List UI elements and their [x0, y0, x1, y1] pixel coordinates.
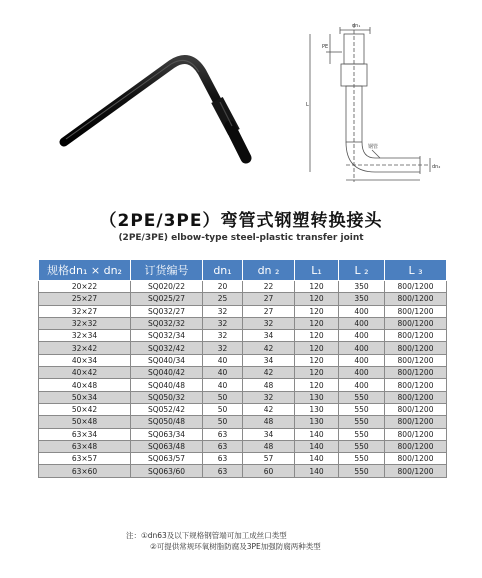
table-cell: 32×27 [39, 305, 131, 317]
header-order-no: 订货编号 [131, 260, 203, 281]
table-cell: SQ032/27 [131, 305, 203, 317]
table-row [39, 354, 447, 366]
table-cell: 800/1200 [385, 453, 447, 465]
table-cell: 42 [243, 367, 295, 379]
table-cell: 120 [295, 330, 339, 342]
table-cell: 800/1200 [385, 354, 447, 366]
table-cell: SQ040/42 [131, 367, 203, 379]
table-cell: 63 [203, 453, 243, 465]
table-cell: SQ032/34 [131, 330, 203, 342]
table-cell: 63 [203, 440, 243, 452]
table-header-row [39, 260, 447, 281]
table-cell: 32 [203, 317, 243, 329]
table-cell: 20 [203, 281, 243, 293]
table-cell: SQ063/57 [131, 453, 203, 465]
table-cell: 34 [243, 428, 295, 440]
drawing-label-pe: PE [322, 44, 329, 50]
table-cell: 60 [243, 465, 295, 477]
table-cell: 32×34 [39, 330, 131, 342]
table-cell: 48 [243, 379, 295, 391]
table-cell: SQ040/34 [131, 354, 203, 366]
table-row [39, 465, 447, 477]
table-cell: 32×42 [39, 342, 131, 354]
table-cell: 34 [243, 354, 295, 366]
header-l1: L₁ [295, 260, 339, 281]
table-cell: 50×48 [39, 416, 131, 428]
table-cell: 32 [243, 317, 295, 329]
table-cell: 550 [339, 428, 385, 440]
table-cell: 20×22 [39, 281, 131, 293]
table-cell: 63 [203, 428, 243, 440]
table-row [39, 317, 447, 329]
table-cell: 27 [243, 293, 295, 305]
table-cell: SQ063/60 [131, 465, 203, 477]
table-cell: SQ025/27 [131, 293, 203, 305]
table-row [39, 330, 447, 342]
table-cell: 63×57 [39, 453, 131, 465]
table-cell: 40 [203, 367, 243, 379]
table-row [39, 453, 447, 465]
header-dn1: dn₁ [203, 260, 243, 281]
table-cell: 800/1200 [385, 403, 447, 415]
table-cell: 400 [339, 330, 385, 342]
table-row [39, 403, 447, 415]
drawing-label-top: dn₁ [352, 23, 361, 29]
table-cell: 800/1200 [385, 367, 447, 379]
table-cell: 50×42 [39, 403, 131, 415]
table-cell: SQ040/48 [131, 379, 203, 391]
table-cell: 400 [339, 354, 385, 366]
table-cell: 550 [339, 440, 385, 452]
table-cell: 40 [203, 354, 243, 366]
table-cell: 120 [295, 317, 339, 329]
table-cell: 120 [295, 342, 339, 354]
table-row [39, 305, 447, 317]
table-cell: 42 [243, 342, 295, 354]
table-cell: 40×48 [39, 379, 131, 391]
table-cell: 120 [295, 281, 339, 293]
table-cell: SQ052/42 [131, 403, 203, 415]
table-cell: 800/1200 [385, 379, 447, 391]
drawing-label-l: L [306, 102, 309, 108]
product-photo [52, 42, 262, 172]
table-cell: 57 [243, 453, 295, 465]
table-row [39, 367, 447, 379]
table-cell: 350 [339, 281, 385, 293]
table-cell: 800/1200 [385, 428, 447, 440]
table-cell: 140 [295, 440, 339, 452]
table-cell: SQ032/42 [131, 342, 203, 354]
table-cell: 27 [243, 305, 295, 317]
spec-table [38, 259, 447, 478]
table-row [39, 440, 447, 452]
table-cell: 400 [339, 379, 385, 391]
table-cell: 800/1200 [385, 293, 447, 305]
table-cell: 120 [295, 305, 339, 317]
table-cell: 50 [203, 416, 243, 428]
table-cell: 800/1200 [385, 305, 447, 317]
table-cell: 550 [339, 453, 385, 465]
table-cell: 800/1200 [385, 317, 447, 329]
table-cell: 32 [243, 391, 295, 403]
table-cell: 400 [339, 367, 385, 379]
notes [126, 530, 321, 552]
table-cell: SQ050/48 [131, 416, 203, 428]
title-chinese: （2PE/3PE）弯管式钢塑转换接头 [99, 211, 383, 231]
table-cell: 130 [295, 391, 339, 403]
note-line-2: ②可提供常规环氧树脂防腐及3PE加强防腐两种类型 [150, 542, 321, 551]
table-cell: 50 [203, 403, 243, 415]
note-line-1: 注：①dn63及以下规格钢管端可加工成丝口类型 [126, 531, 287, 540]
table-row [39, 428, 447, 440]
table-cell: 120 [295, 354, 339, 366]
table-cell: 400 [339, 342, 385, 354]
table-cell: 120 [295, 293, 339, 305]
table-cell: 32 [203, 305, 243, 317]
table-cell: 50×34 [39, 391, 131, 403]
table-cell: 42 [243, 403, 295, 415]
header-l2: L ₂ [339, 260, 385, 281]
header-l3: L ₃ [385, 260, 447, 281]
table-cell: SQ032/32 [131, 317, 203, 329]
table-cell: SQ020/22 [131, 281, 203, 293]
title-english: (2PE/3PE) elbow-type steel-plastic transfer joint [118, 233, 364, 243]
technical-drawing [280, 22, 455, 187]
header-dn2: dn ₂ [243, 260, 295, 281]
table-cell: 40×42 [39, 367, 131, 379]
table-cell: 32 [203, 342, 243, 354]
table-cell: 550 [339, 403, 385, 415]
table-cell: 130 [295, 403, 339, 415]
table-cell: 130 [295, 416, 339, 428]
table-cell: 350 [339, 293, 385, 305]
header-spec: 规格dn₁ × dn₂ [39, 260, 131, 281]
table-cell: 48 [243, 440, 295, 452]
table-cell: 400 [339, 305, 385, 317]
table-row [39, 342, 447, 354]
table-row [39, 391, 447, 403]
drawing-label-steel: 钢管 [368, 144, 379, 150]
table-cell: 140 [295, 428, 339, 440]
table-cell: 50 [203, 391, 243, 403]
table-cell: SQ063/34 [131, 428, 203, 440]
table-cell: 40×34 [39, 354, 131, 366]
table-cell: 800/1200 [385, 440, 447, 452]
table-cell: 800/1200 [385, 465, 447, 477]
table-cell: 400 [339, 317, 385, 329]
table-cell: 63×34 [39, 428, 131, 440]
table-row [39, 281, 447, 293]
table-cell: 48 [243, 416, 295, 428]
table-cell: 550 [339, 465, 385, 477]
table-cell: 25 [203, 293, 243, 305]
table-cell: SQ050/32 [131, 391, 203, 403]
table-cell: 63 [203, 465, 243, 477]
table-cell: 63×60 [39, 465, 131, 477]
table-cell: 34 [243, 330, 295, 342]
table-cell: 63×48 [39, 440, 131, 452]
table-cell: 140 [295, 453, 339, 465]
table-row [39, 293, 447, 305]
table-cell: 40 [203, 379, 243, 391]
table-cell: 120 [295, 367, 339, 379]
table-cell: 800/1200 [385, 416, 447, 428]
table-cell: 25×27 [39, 293, 131, 305]
table-cell: 800/1200 [385, 391, 447, 403]
table-row [39, 416, 447, 428]
table-cell: 550 [339, 391, 385, 403]
table-cell: 800/1200 [385, 281, 447, 293]
table-cell: SQ063/48 [131, 440, 203, 452]
table-cell: 800/1200 [385, 342, 447, 354]
table-cell: 140 [295, 465, 339, 477]
drawing-label-dn: dn₂ [432, 164, 441, 170]
table-cell: 22 [243, 281, 295, 293]
table-cell: 32×32 [39, 317, 131, 329]
table-cell: 550 [339, 416, 385, 428]
table-cell: 800/1200 [385, 330, 447, 342]
table-cell: 32 [203, 330, 243, 342]
table-cell: 120 [295, 379, 339, 391]
table-row [39, 379, 447, 391]
